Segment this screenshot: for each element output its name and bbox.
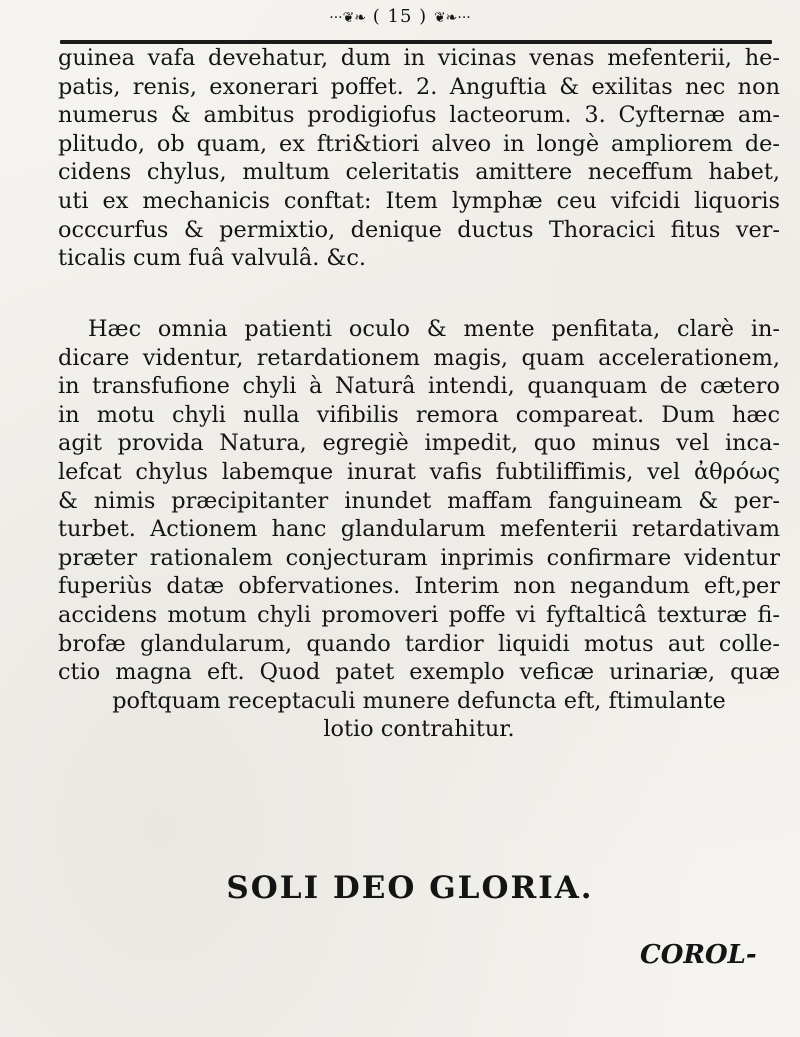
text-line: patis, renis, exonerari poffet. 2. Anguftia & exilitas nec non: [58, 73, 780, 100]
ornament-left-icon: ···❦❧: [329, 10, 367, 26]
text-line: brofæ glandularum, quando tardior liquidi motus aut colle-: [58, 630, 780, 657]
text-line: ticalis cum fuâ valvulâ. &c.: [58, 245, 367, 272]
text-line: uti ex mechanicis conftat: Item lymphæ ceu vifcidi liquoris: [58, 187, 780, 214]
text-line: lotio contrahitur.: [323, 716, 515, 743]
page-number: ( 15 ): [372, 6, 428, 27]
text-line: occcurfus & permixtio, denique ductus Thoracici fitus ver-: [58, 216, 780, 243]
catchword: COROL-: [640, 940, 757, 970]
text-line: guinea vafa devehatur, dum in vicinas venas mefenterii, he-: [58, 45, 780, 71]
text-line: dicare videntur, retardationem magis, quam accelerationem,: [58, 344, 780, 371]
ornament-right-icon: ❦❧···: [433, 10, 471, 26]
text-line: accidens motum chyli promoveri poffe vi fyftalticâ texturæ fi-: [58, 601, 780, 628]
text-line: turbet. Actionem hanc glandularum mefenterii retardativam: [58, 516, 780, 543]
text-line: plitudo, ob quam, ex ftri&tiori alveo in longè ampliorem de-: [58, 130, 780, 157]
text-line: & nimis præcipitanter inundet maffam fanguineam & per-: [58, 487, 780, 514]
text-line: fuperiùs datæ obfervationes. Interim non negandum eft,per: [58, 573, 780, 600]
text-line: præter rationalem conjecturam inprimis confirmare videntur: [58, 544, 780, 571]
paragraph-1: [58, 44, 780, 273]
text-line: poftquam receptaculi munere defuncta eft, ftimulante: [112, 687, 726, 714]
page-header: [0, 6, 800, 27]
paragraph-2: [58, 315, 780, 744]
text-line: ctio magna eft. Quod patet exemplo veficæ urinariæ, quæ: [58, 659, 780, 686]
text-line: numerus & ambitus prodigiofus lacteorum. 3. Cyfternæ am-: [58, 102, 780, 129]
text-line: cidens chylus, multum celeritatis amittere neceffum habet,: [58, 159, 780, 186]
text-line: in transfufione chyli à Naturâ intendi, quanquam de cætero: [58, 373, 780, 400]
text-line: in motu chyli nulla vifibilis remora compareat. Dum hæc: [58, 401, 780, 428]
text-line: Hæc omnia patienti oculo & mente penfitata, clarè in-: [88, 316, 780, 342]
closing-dedication: SOLI DEO GLORIA.: [226, 870, 594, 906]
text-line: agit provida Natura, egregiè impedit, quo minus vel inca-: [58, 430, 780, 457]
text-line: lefcat chylus labemque inurat vafis fubtiliffimis, vel ἀθρόως: [58, 458, 780, 485]
